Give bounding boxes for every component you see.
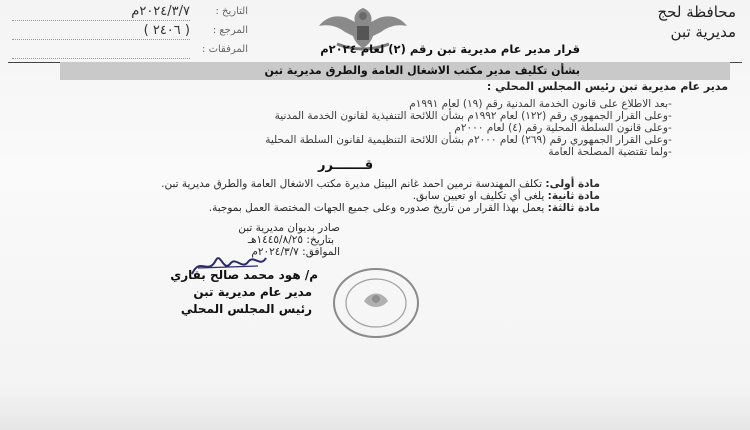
directorate-name: مديرية تبن (670, 23, 736, 41)
decision-subject-band (60, 62, 730, 80)
decides-heading: قـــــــرر (318, 158, 374, 173)
date-row (8, 4, 248, 24)
preamble-list (90, 98, 690, 158)
governorate-name: محافظة لحج (657, 3, 736, 21)
decision-title: قرار مدير عام مديرية تبن رقم (٢) لعام ٢٠٢٤م (320, 42, 580, 56)
reference-dotted-line (12, 39, 190, 40)
date-value: ٢٠٢٤/٣/٧م (131, 4, 190, 19)
article-3: مادة ثالثة: يعمل بهذا القرار من تاريخ صدوره وعلى جميع الجهات المختصة العمل بموجبة. (208, 202, 600, 214)
gregorian-date: الموافق: ٢٠٢٤/٣/٧م (251, 246, 340, 258)
reference-row (8, 23, 248, 43)
reference-label: المرجع : (212, 25, 248, 36)
date-dotted-line (12, 20, 190, 21)
preamble-item: -بعد الاطلاع على قانون الخدمة المدنية رقم (١٩) لعام ١٩٩١م (409, 98, 672, 110)
official-stamp-icon (330, 265, 422, 341)
preamble-item: -ولما تقتضية المصلحة العامة (548, 146, 672, 158)
preamble-item: -وعلى القرار الجمهوري رقم (١٢٢) لعام ١٩٩٢م بشأن اللائحة التنفيذية لقانون الخدمة المدنية (274, 110, 672, 122)
signatory-title: مدير عام مديرية تبن (193, 285, 312, 299)
signatory-name: م/ هود محمد صالح بقاري (170, 268, 318, 282)
signatory-council: رئيس المجلس المحلي (180, 302, 312, 316)
preamble-item: -وعلى القرار الجمهوري رقم (٢٦٩) لعام ٢٠٠٠م بشأن اللائحة التنظيمية لقانون السلطة المحلية (265, 134, 672, 146)
attachments-label: المرفقات : (202, 44, 248, 55)
attachments-dotted-line (12, 58, 190, 59)
issued-at: صادر بديوان مديرية تبن (238, 222, 340, 234)
decision-title-band (60, 44, 730, 58)
issuing-authority (576, 2, 736, 42)
issuer-line: مدير عام مديرية تبن رئيس المجلس المحلي : (486, 80, 728, 93)
scan-shadow (0, 390, 750, 430)
date-label: التاريخ : (215, 6, 248, 17)
article-2: مادة ثانية: يلغى أي تكليف او تعيين سابق. (412, 190, 600, 202)
preamble-item: -وعلى قانون السلطة المحلية رقم (٤) لعام ٢٠٠٠م (454, 122, 672, 134)
reference-value: ( ٢٤٠٦ ) (143, 23, 190, 38)
decision-subject: بشأن تكليف مدير مكتب الاشغال العامة والطرق مديرية تبن (264, 64, 580, 77)
hijri-date: بتاريخ: ١٤٤٥/٨/٢٥هـ (247, 234, 334, 246)
article-1: مادة أولى: تكلف المهندسة نرمين احمد غانم البيتل مديرة مكتب الاشغال العامة والطرق مديرية تبن. (161, 178, 600, 190)
